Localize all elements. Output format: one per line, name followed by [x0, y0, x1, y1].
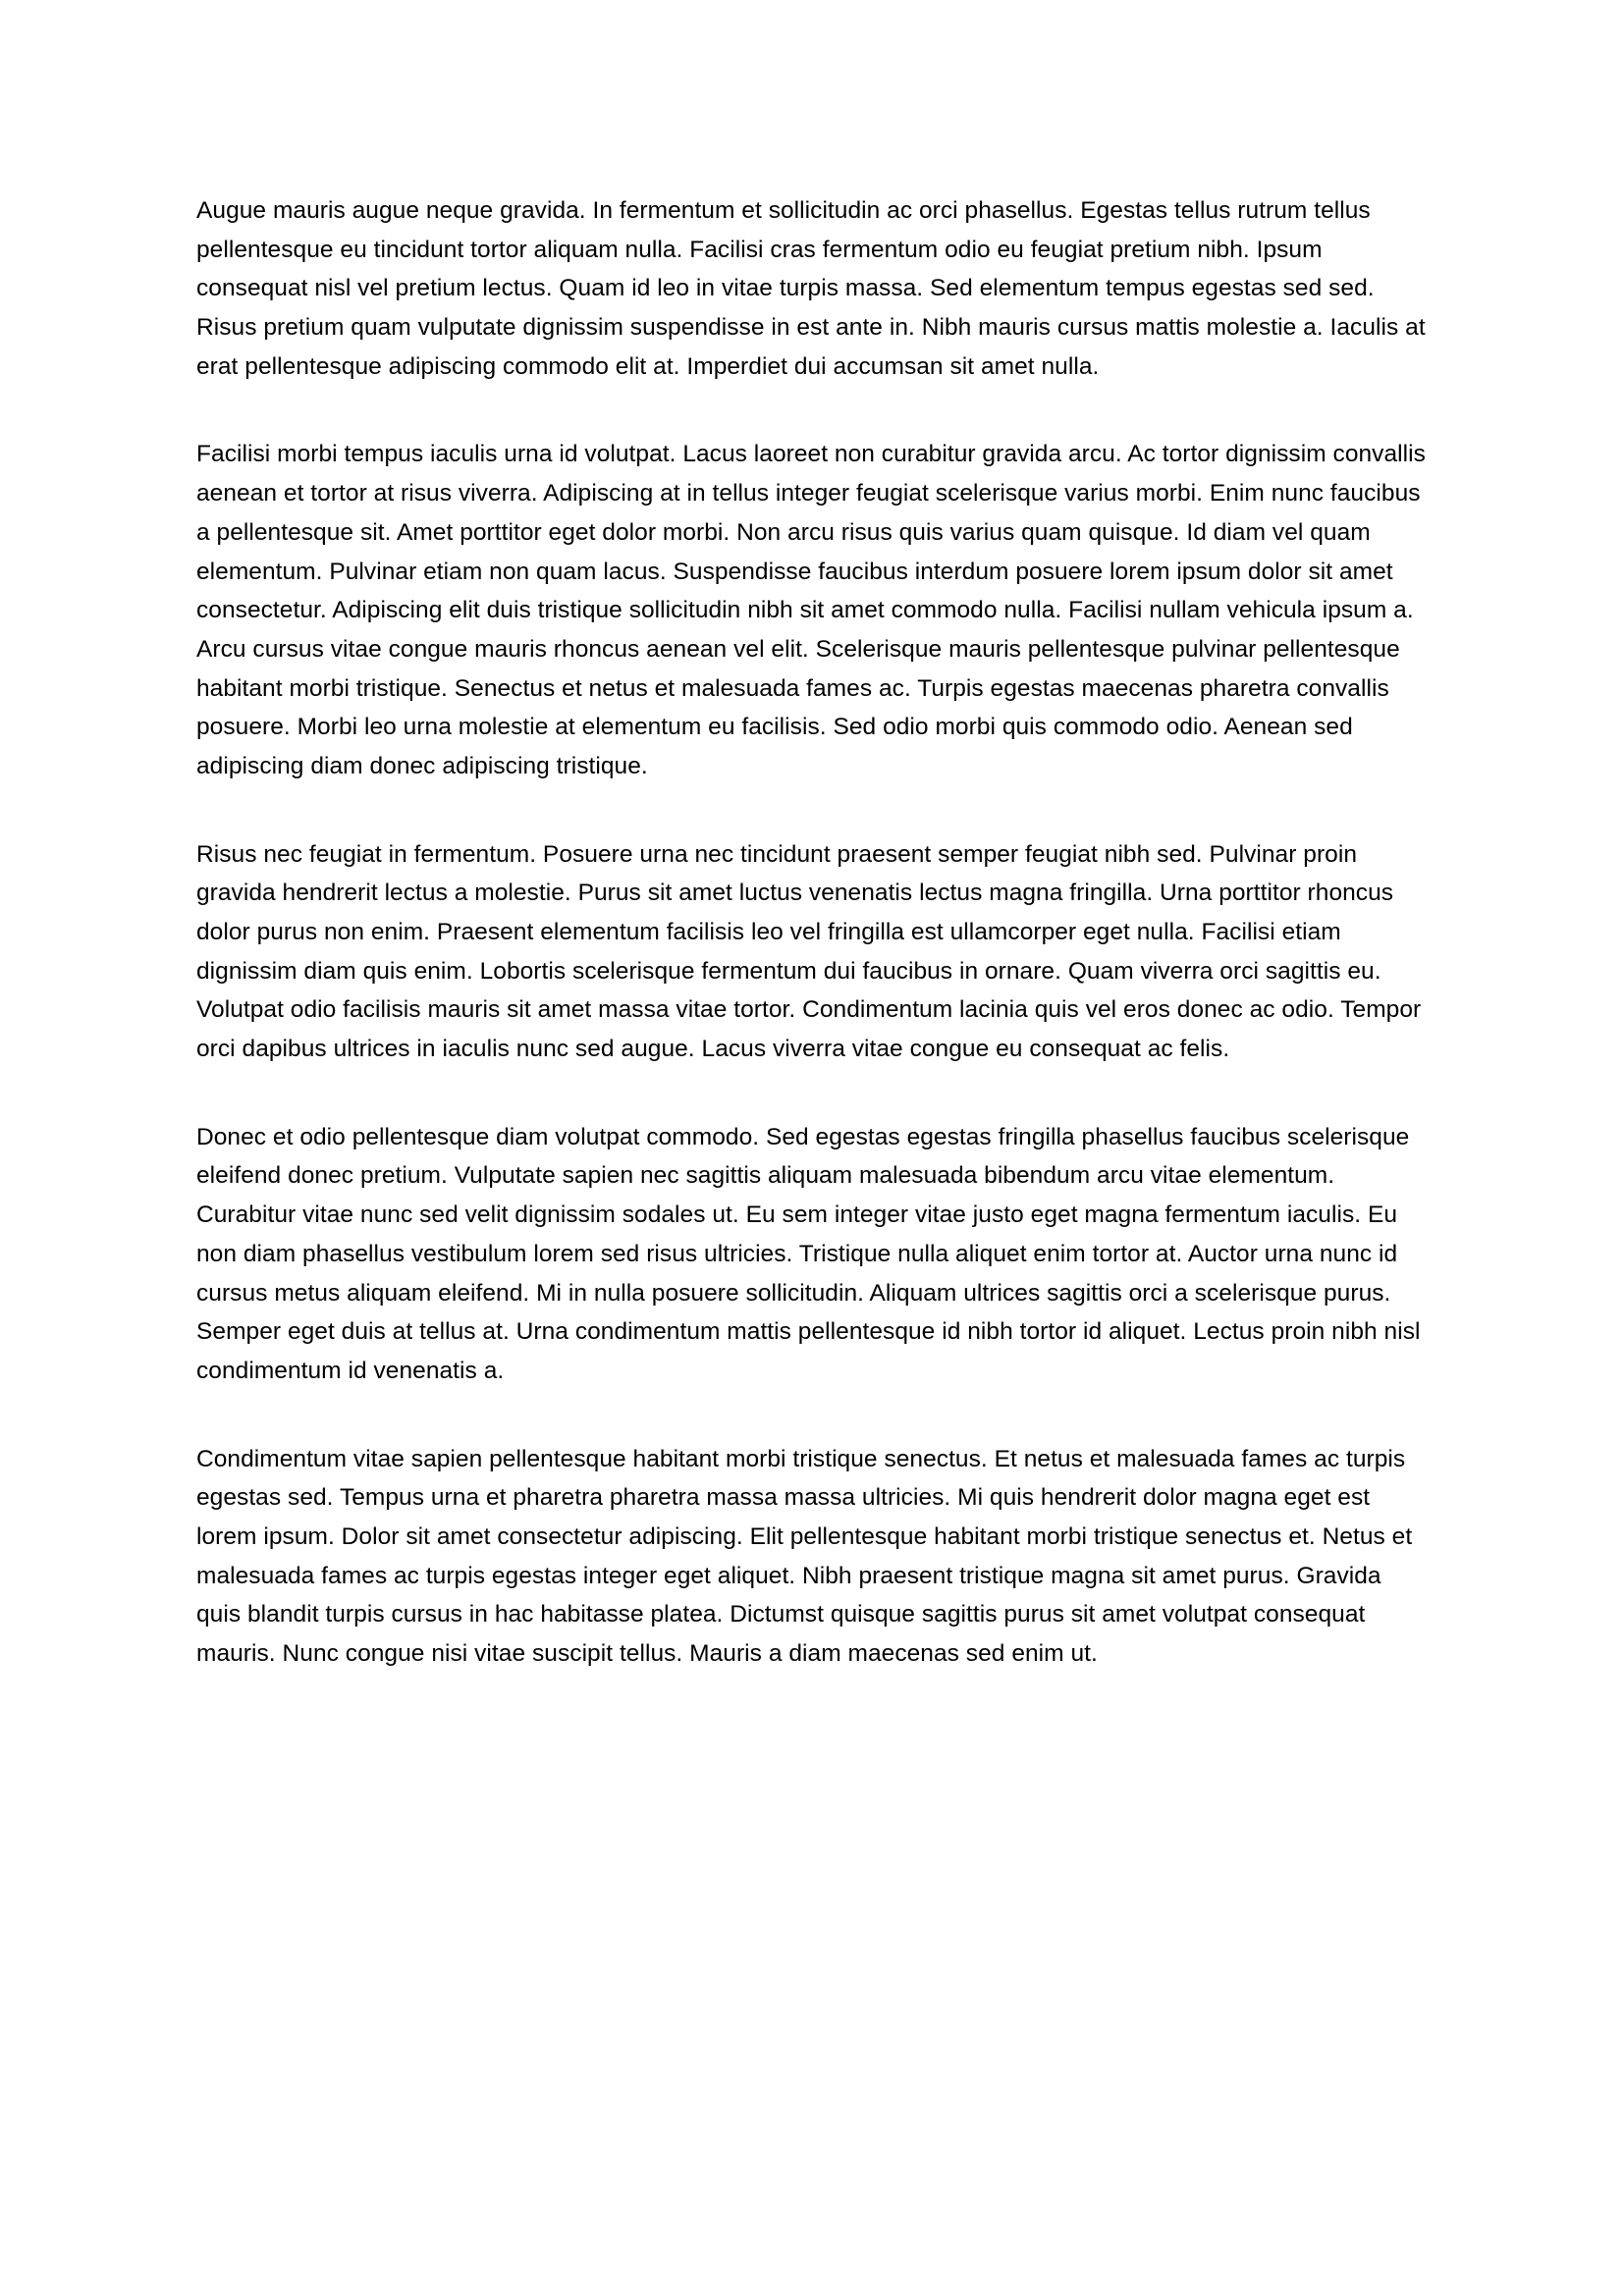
paragraph: Condimentum vitae sapien pellentesque habitant morbi tristique senectus. Et netus et malesuada fames ac turpis egestas sed. Tempus urna et pharetra pharetra massa massa ultricies. Mi quis hendrerit dolor magna eget est lorem ipsum. Dolor sit amet consectetur adipiscing. Elit pellentesque habitant morbi tristique senectus et. Netus et malesuada fames ac turpis egestas integer eget aliquet. Nibh praesent tristique magna sit amet purus. Gravida quis blandit turpis cursus in hac habitasse platea. Dictumst quisque sagittis purus sit amet volutpat consequat mauris. Nunc congue nisi vitae suscipit tellus. Mauris a diam maecenas sed enim ut. [196, 1445, 1413, 1667]
paragraph: Augue mauris augue neque gravida. In fermentum et sollicitudin ac orci phasellus. Egestas tellus rutrum tellus pellentesque eu tincidunt tortor aliquam nulla. Facilisi cras fermentum odio eu feugiat pretium nibh. Ipsum consequat nisl vel pretium lectus. Quam id leo in vitae turpis massa. Sed elementum tempus egestas sed sed. Risus pretium quam vulputate dignissim suspendisse in est ante in. Nibh mauris cursus mattis molestie a. Iaculis at erat pellentesque adipiscing commodo elit at. Imperdiet dui accumsan sit amet nulla. [196, 197, 1426, 380]
paragraph: Facilisi morbi tempus iaculis urna id volutpat. Lacus laoreet non curabitur gravida arcu. Ac tortor dignissim convallis aenean et tortor at risus viverra. Adipiscing at in tellus integer feugiat scelerisque varius morbi. Enim nunc faucibus a pellentesque sit. Amet porttitor eget dolor morbi. Non arcu risus quis varius quam quisque. Id diam vel quam elementum. Pulvinar etiam non quam lacus. Suspendisse faucibus interdum posuere lorem ipsum dolor sit amet consectetur. Adipiscing elit duis tristique sollicitudin nibh sit amet commodo nulla. Facilisi nullam vehicula ipsum a. Arcu cursus vitae congue mauris rhoncus aenean vel elit. Scelerisque mauris pellentesque pulvinar pellentesque habitant morbi tristique. Senectus et netus et malesuada fames ac. Turpis egestas maecenas pharetra convallis posuere. Morbi leo urna molestie at elementum eu facilisis. Sed odio morbi quis commodo odio. Aenean sed adipiscing diam donec adipiscing tristique. [196, 441, 1426, 779]
paragraph: Risus nec feugiat in fermentum. Posuere urna nec tincidunt praesent semper feugiat nibh sed. Pulvinar proin gravida hendrerit lectus a molestie. Purus sit amet luctus venenatis lectus magna fringilla. Urna porttitor rhoncus dolor purus non enim. Praesent elementum facilisis leo vel fringilla est ullamcorper eget nulla. Facilisi etiam dignissim diam quis enim. Lobortis scelerisque fermentum dui faucibus in ornare. Quam viverra orci sagittis eu. Volutpat odio facilisis mauris sit amet massa vitae tortor. Condimentum lacinia quis vel eros donec ac odio. Tempor orci dapibus ultrices in iaculis nunc sed augue. Lacus viverra vitae congue eu consequat ac felis. [196, 840, 1422, 1063]
paragraph: Donec et odio pellentesque diam volutpat commodo. Sed egestas egestas fringilla phasellus faucibus scelerisque eleifend donec pretium. Vulputate sapien nec sagittis aliquam malesuada bibendum arcu vitae elementum. Curabitur vitae nunc sed velit dignissim sodales ut. Eu sem integer vitae justo eget magna fermentum iaculis. Eu non diam phasellus vestibulum lorem sed risus ultricies. Tristique nulla aliquet enim tortor at. Auctor urna nunc id cursus metus aliquam eleifend. Mi in nulla posuere sollicitudin. Aliquam ultrices sagittis orci a scelerisque purus. Semper eget duis at tellus at. Urna condimentum mattis pellentesque id nibh tortor id aliquet. Lectus proin nibh nisl condimentum id venenatis a. [196, 1123, 1421, 1384]
document-body [196, 191, 1429, 1674]
